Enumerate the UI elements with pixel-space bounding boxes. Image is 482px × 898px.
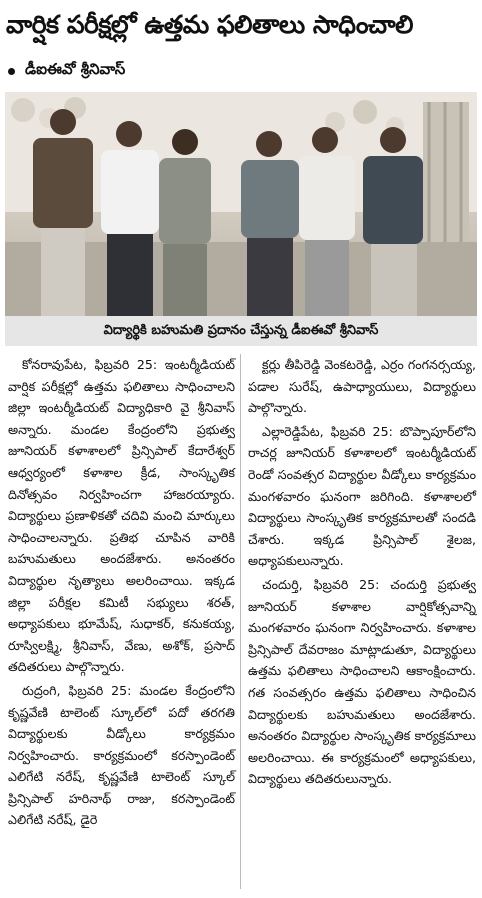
- byline-text: డీఐఈవో శ్రీనివాస్: [25, 60, 126, 78]
- paragraph-rudrangi: రుద్రంగి, ఫిబ్రవరి 25: మండల కేంద్రంలోని కృష్ణవేణి టాలెంట్ స్కూల్‌లో పదో తరగతి విద్యార్థులకు వీడ్కోలు కార్యక్రమం నిర్వహించారు. కార్యక్రమంలో కరస్పాండెంట్ ఎలిగేటి నరేష్, కృష్ణవేణి టాలెంట్ స్కూల్ ప్రిన్సిపాల్ హరినాథ్ రాజు, కరస్పాండెంట్ ఎలిగేటి నరేష్, డైరె: [8, 682, 235, 828]
- news-photo: [5, 92, 477, 316]
- paragraph-chandurthi: చందుర్తి, ఫిబ్రవరి 25: చందుర్తి ప్రభుత్వ జూనియర్ కళాశాల వార్షికోత్సవాన్ని మంగళవారం ఘనంగా నిర్వహించారు. కళాశాల ప్రిన్సిపాల్ దేవరాజం మాట్లాడుతూ, విద్యార్థులు ఉత్తమ ఫలితాలు సాధించాలని ఆకాంక్షించారు. గత సంవత్సరం ఉత్తమ ఫలితాలు సాధించిన విద్యార్థులకు బహుమతులు అందజేశారు. అనంతరం విద్యార్థుల సాంస్కృతిక కార్యక్రమాలు అలరించాయి. ఈ కార్యక్రమంలో అధ్యాపకులు, విద్యార్థులు తదితరులున్నారు.: [248, 576, 476, 787]
- photo-illustration: [5, 92, 477, 316]
- bullet-icon: [8, 68, 15, 75]
- article-column-2: [248, 354, 476, 790]
- headline: వార్షిక పరీక్షల్లో ఉత్తమ ఫలితాలు సాధించాలి: [6, 10, 413, 39]
- paragraph-yellareddypeta: ఎల్లారెడ్డిపేట, ఫిబ్రవరి 25: బొప్పాపూర్‌లోని రాచర్ల జూనియర్ కళాశాలలో ఇంటర్మీడియట్ రెండో సంవత్సర విద్యార్థుల వీడ్కోలు కార్యక్రమం మంగళవారం ఘనంగా జరిగింది. కళాశాలలో విద్యార్థులు సాంస్కృతిక కార్యక్రమాలతో సందడి చేశారు. ఇక్కడ ప్రిన్సిపాల్ శైలజ, అధ్యాపకులున్నారు.: [248, 423, 476, 569]
- paragraph-rudrangi-cont: క్టర్లు తీపిరెడ్డి వెంకటరెడ్డి, ఎర్రం గంగనర్సయ్య, పడాల సురేష్, ఉపాధ్యాయులు, విద్యార్థులు పాల్గొన్నారు.: [248, 357, 476, 416]
- photo-caption: విద్యార్థికి బహుమతి ప్రదానం చేస్తున్న డీఐఈవో శ్రీనివాస్: [5, 316, 477, 346]
- article-column-1: [8, 354, 235, 831]
- byline: [8, 60, 125, 82]
- paragraph-konaraopeta: కోనరావుపేట, ఫిబ్రవరి 25: ఇంటర్మీడియట్ వార్షిక పరీక్షల్లో ఉత్తమ ఫలితాలు సాధించాలని జిల్లా ఇంటర్మీడియట్ విద్యాధికారి వై శ్రీనివాస్ అన్నారు. మండల కేంద్రంలోని ప్రభుత్వ జూనియర్ కళాశాలలో ప్రిన్సిపాల్ కేదారేశ్వర్ ఆధ్వర్యంలో కళాశాల క్రీడ, సాంస్కృతిక దినోత్సవం నిర్వహించగా హాజరయ్యారు. విద్యార్థులు ప్రణాళికతో చదివి మంచి మార్కులు సాధించాలన్నారు. ప్రతిభ చూపిన వారికి బహుమతులు అందజేశారు. అనంతరం విద్యార్థుల నృత్యాలు అలరించాయి. ఇక్కడ జిల్లా పరీక్షల కమిటీ సభ్యులు శరత్, అధ్యాపకులు భూమేష్, సుధాకర్, కనుకయ్య, రూస్విలక్ష్మి, శ్రీనివాస్, వేణు, అశోక్, ప్రసాద్ తదితరులు పాల్గొన్నారు.: [8, 357, 235, 675]
- column-divider: [240, 354, 241, 889]
